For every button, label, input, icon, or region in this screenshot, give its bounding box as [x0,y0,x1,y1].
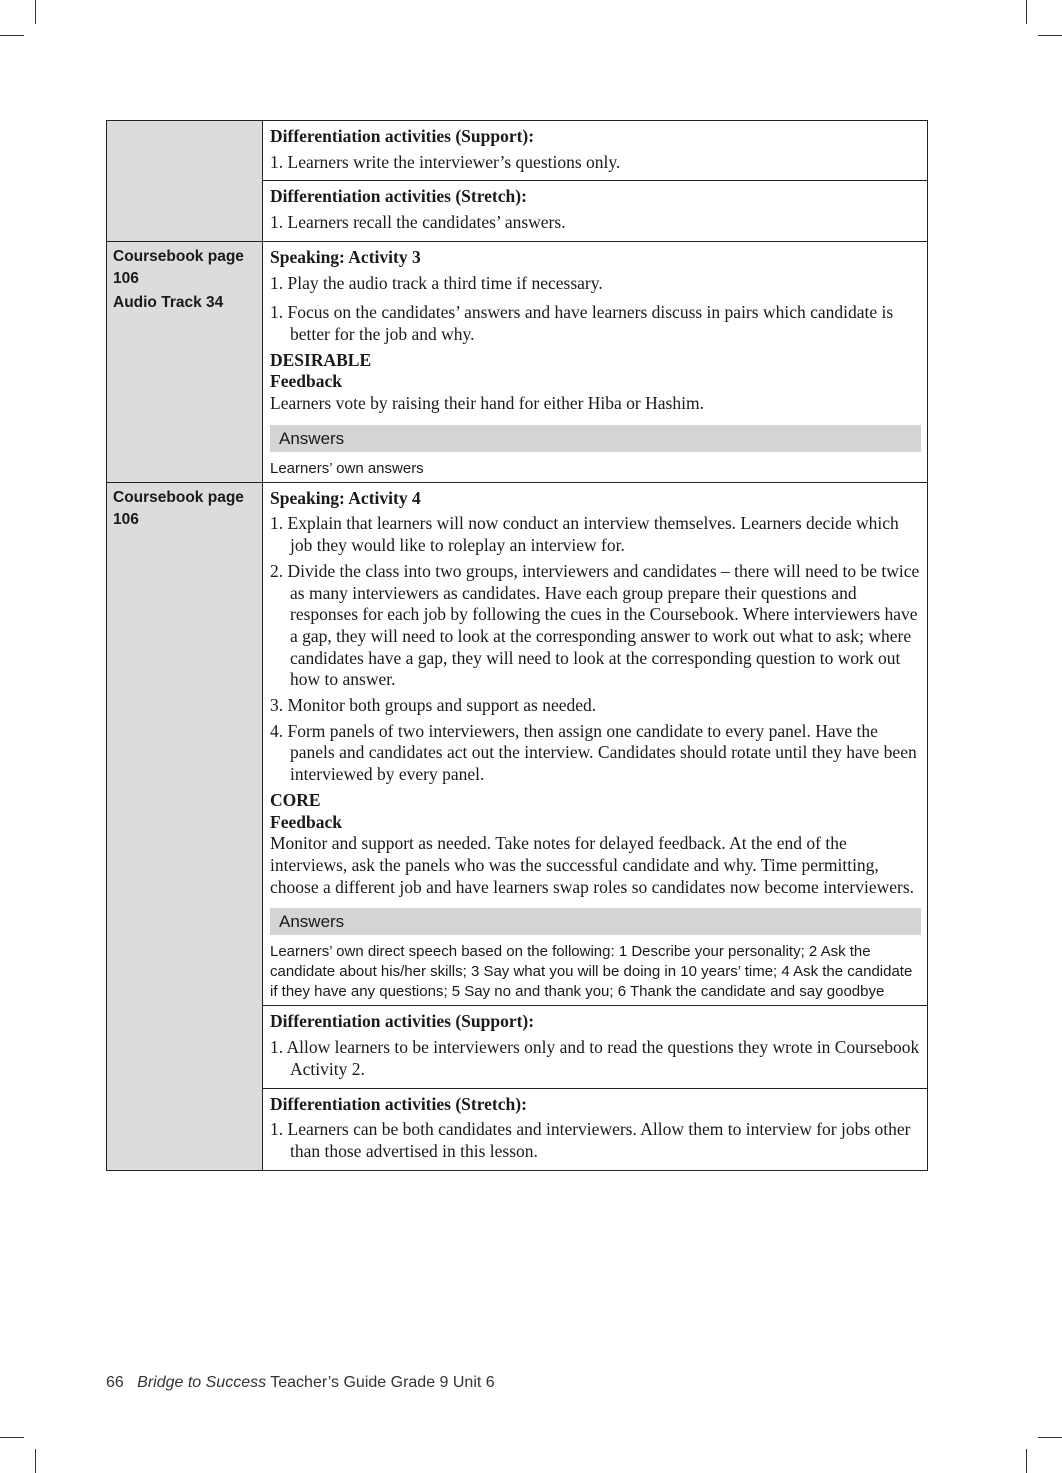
crop-mark [1038,1437,1062,1438]
section-heading: Differentiation activities (Support): [270,1011,535,1032]
book-subtitle: Teacher’s Guide Grade 9 Unit 6 [270,1374,495,1391]
answers-text: Learners’ own answers [270,459,424,477]
section-heading: Speaking: Activity 3 [270,246,421,267]
crop-mark [1026,0,1027,24]
feedback-text: Learners vote by raising their hand for either Hiba or Hashim. [270,393,704,414]
list-item: 3. Monitor both groups and support as needed. [270,695,597,716]
list-item: 1. Play the audio track a third time if necessary. [270,272,603,293]
list-item: 1. Learners write the interviewer’s questions only. [270,151,621,172]
reference-cell [107,121,263,242]
list-item: 1. Explain that learners will now conduct an interview themselves. Learners decide which job they would like to roleplay an interview for. [270,513,899,556]
answers-bar: Answers [270,908,921,935]
content-cell [263,241,928,482]
list-item: 2. Divide the class into two groups, interviewers and candidates – there will need to be twice as many interviewers as candidates. Have each group prepare their questions and responses for each job by following the cues in the Coursebook. Where interviewers have a gap, they will need to look at the corresponding answer to work out what to ask; where candidates have a gap, they will need to look at the corresponding question to work out how to answer. [270,560,920,690]
crop-mark [0,35,24,36]
crop-mark [35,0,36,24]
lesson-table [106,120,928,1171]
crop-mark [0,1437,24,1438]
feedback-label: Feedback [270,371,342,392]
book-title: Bridge to Success [137,1374,267,1391]
list-item: 1. Focus on the candidates’ answers and have learners discuss in pairs which candidate is better for the job and why. [270,302,894,344]
content-cell [263,121,928,181]
answers-text: Learners’ own direct speech based on the following: 1 Describe your personality; 2 Ask the candidate about his/her skills; 3 Say what you will be doing in 10 years’ time; 4 Ask the candidate if they have any questions; 5 Say no and thank you; 6 Thank the candidate and say goodbye [270,943,913,1001]
table-row [107,241,928,482]
level-label: DESIRABLE [270,349,372,370]
feedback-label: Feedback [270,811,342,832]
list-item: 1. Allow learners to be interviewers only and to read the questions they wrote in Coursebook Activity 2. [270,1037,920,1079]
coursebook-reference: Coursebook page 106 [113,247,244,287]
level-label: CORE [270,789,321,810]
coursebook-reference: Coursebook page 106 [113,488,244,528]
content-cell [263,482,928,1006]
section-heading: Differentiation activities (Support): [270,126,535,146]
reference-cell [107,482,263,1170]
crop-mark [1038,35,1062,36]
crop-mark [35,1449,36,1473]
answers-bar: Answers [270,425,921,452]
table-row [107,121,928,181]
feedback-text: Monitor and support as needed. Take notes for delayed feedback. At the end of the interviews, ask the panels who was the successful candidate and why. Time permitting, choose a different job and have learners swap roles so candidates now become interviewers. [270,833,915,897]
list-item: 1. Learners recall the candidates’ answers. [270,212,566,233]
content-cell [263,1006,928,1088]
list-item: 1. Learners can be both candidates and interviewers. Allow them to interview for jobs other than those advertised in this lesson. [270,1119,911,1161]
crop-mark [1026,1449,1027,1473]
section-heading: Speaking: Activity 4 [270,487,421,508]
section-heading: Differentiation activities (Stretch): [270,186,527,207]
content-cell [263,181,928,241]
audio-track-reference: Audio Track 34 [113,293,224,311]
reference-cell [107,241,263,482]
content-cell [263,1088,928,1170]
page-number: 66 [106,1374,124,1391]
section-heading: Differentiation activities (Stretch): [270,1093,527,1114]
page-footer [106,1374,495,1392]
table-row [107,482,928,1006]
list-item: 4. Form panels of two interviewers, then assign one candidate to every panel. Have the panels and candidates act out the interview. Candidates should rotate until they have been interviewed by every panel. [270,720,917,785]
